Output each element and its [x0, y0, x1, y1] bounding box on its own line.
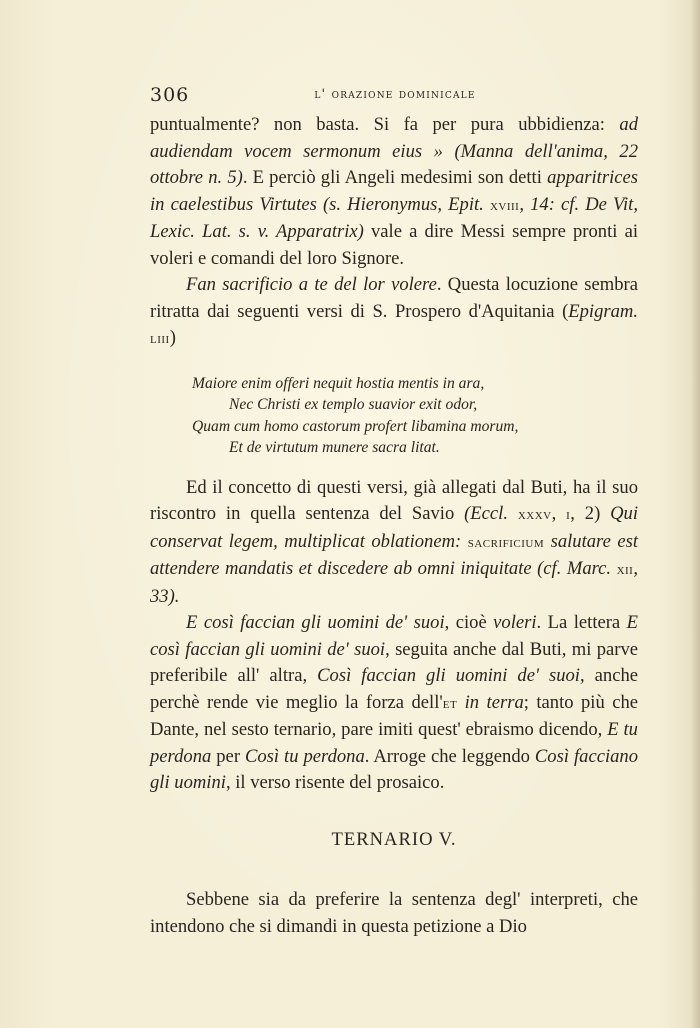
- small-caps-run: xviii: [489, 196, 520, 214]
- paragraph-1: [150, 112, 638, 272]
- italic-run: Così tu perdona: [244, 745, 365, 767]
- italic-run: Fan sacrificio a te del lor volere: [186, 274, 437, 295]
- page-number: 306: [150, 84, 190, 106]
- text-run: vale a dire Messi sempre pronti ai voleri e comandi del loro Signore.: [150, 221, 638, 269]
- text-run: ): [169, 327, 176, 348]
- text-run: ; tanto più che Dante, nel sesto ternario, pare imiti quest' ebraismo dicendo,: [150, 691, 639, 740]
- running-title: l' orazione dominicale: [314, 87, 476, 102]
- verse-line-1: Maiore enim offeri nequit hostia mentis in ara,: [192, 374, 485, 392]
- text-run: , seguita anche dal Buti, mi parve preferibile all' altra,: [150, 638, 638, 686]
- paragraph-5: [150, 887, 638, 940]
- italic-run: E così faccian gli uomini de' suoi: [150, 612, 639, 660]
- text-run: , il verso risente del prosaico.: [225, 772, 445, 793]
- text-run: . Questa locuzione sembra ritratta dai seguenti versi di S. Prospero d'Aquitania (: [150, 274, 638, 322]
- verse-line-3: Quam cum homo castorum profert libamina morum,: [192, 417, 519, 435]
- italic-run: voleri: [493, 612, 537, 633]
- italic-run: salutare est attendere mandatis et discedere ab omni iniquitate (cf. Marc.: [150, 530, 638, 579]
- small-caps-run: i: [566, 506, 571, 523]
- paragraph-4: [150, 610, 638, 797]
- text-run: , anche perchè rende vie meglio la forza dell': [150, 665, 639, 713]
- body-text: [150, 112, 638, 940]
- italic-run: , 14: cf. De Vit, Lexic. Lat. s. v. Apparatrix): [150, 193, 638, 242]
- italic-run: (Eccl.: [464, 503, 518, 524]
- verse-line-2: Nec Christi ex templo suavior exit odor,: [229, 396, 478, 413]
- italic-run: E così faccian gli uomini de' suoi: [186, 612, 445, 633]
- verse-line-4: Et de virtutum munere sacra litat.: [229, 439, 440, 456]
- small-caps-run: sacrificium: [467, 533, 545, 551]
- text-run: Sebbene sia da preferire la sentenza degl' interpreti, che intendono che si dimandi in questa petizione a Dio: [150, 889, 638, 937]
- italic-run: Così faccian gli uomini de' suoi: [317, 665, 580, 686]
- paragraph-3: [150, 475, 638, 611]
- paragraph-2: [150, 272, 638, 353]
- italic-run: ad audiendam vocem sermonum eius » (Manna dell'anima, 22 ottobre n. 5): [150, 114, 638, 188]
- text-run: ,: [551, 503, 567, 524]
- text-run: . E perciò gli Angeli medesimi son detti: [242, 167, 548, 188]
- italic-run: Così facciano gli uomini: [150, 745, 638, 793]
- page-header: [150, 84, 640, 110]
- italic-run: E tu perdona: [150, 719, 638, 767]
- italic-run: in terra: [457, 691, 524, 713]
- text-run: , 2): [570, 503, 611, 524]
- text-run: per: [211, 745, 245, 767]
- italic-run: , 33).: [150, 558, 638, 607]
- text-run: , cioè: [444, 612, 494, 633]
- verse-quotation: [192, 373, 638, 459]
- text-run: . Arroge che leggendo: [364, 745, 535, 767]
- small-caps-run: liii: [150, 330, 170, 347]
- small-caps-run: xxxv: [517, 506, 552, 523]
- small-caps-run: xii: [616, 561, 634, 578]
- text-run: puntualmente? non basta. Si fa per pura ubbidienza:: [150, 114, 620, 135]
- text-run: Ed il concetto di questi versi, già allegati dal Buti, ha il suo riscontro in quella sentenza del Savio: [150, 476, 638, 524]
- page-edge-shadow: [690, 0, 700, 1028]
- italic-run: Qui conservat legem, multiplicat oblationem:: [150, 503, 638, 552]
- italic-run: Epigram.: [568, 300, 638, 322]
- text-run: . La lettera: [536, 612, 627, 633]
- section-heading: TERNARIO V.: [331, 828, 457, 850]
- italic-run: apparitrices in caelestibus Virtutes (s. Hieronymus, Epit.: [150, 167, 638, 215]
- small-caps-run: et: [442, 694, 458, 712]
